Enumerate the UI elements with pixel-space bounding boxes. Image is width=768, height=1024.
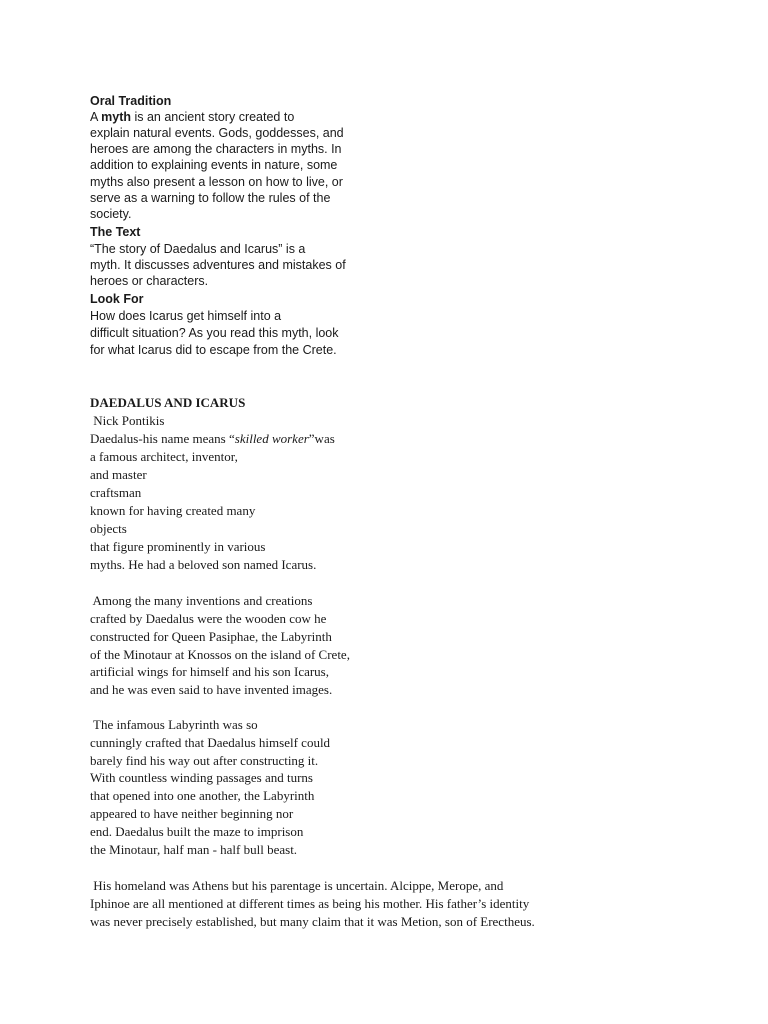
paragraph-line: of the Minotaur at Knossos on the island of Crete, (90, 647, 350, 662)
paragraph-line: that opened into one another, the Labyrinth (90, 788, 315, 803)
oral-tradition-line: addition to explaining events in nature, some (90, 158, 338, 172)
paragraph-line: His homeland was Athens but his parentage is uncertain. Alcippe, Merope, and (90, 878, 504, 893)
story-title: DAEDALUS AND ICARUS (90, 395, 246, 410)
look-for-line: for what Icarus did to escape from the Crete. (90, 343, 337, 357)
paragraph-line: was never precisely established, but many claim that it was Metion, son of Erectheus. (90, 914, 535, 929)
paragraph-line: cunningly crafted that Daedalus himself could (90, 735, 331, 750)
paragraph-line: craftsman (90, 485, 142, 500)
oral-tradition-line: myths also present a lesson on how to live, or (90, 175, 343, 189)
look-for-heading: Look For (90, 292, 144, 306)
story-intro-line: Daedalus-his name means “skilled worker”was (90, 431, 335, 446)
paragraph-line: that figure prominently in various (90, 539, 266, 554)
oral-tradition-line: explain natural events. Gods, goddesses, and (90, 126, 344, 140)
paragraph-line: objects (90, 521, 127, 536)
myth-term: myth (101, 110, 131, 124)
myth-definition-line: A myth is an ancient story created to (90, 110, 295, 124)
story-author: Nick Pontikis (90, 413, 165, 428)
oral-tradition-heading: Oral Tradition (90, 94, 172, 108)
paragraph-line: artificial wings for himself and his son Icarus, (90, 664, 329, 679)
the-text-line: myth. It discusses adventures and mistakes of (90, 258, 346, 272)
the-text-line: heroes or characters. (90, 274, 209, 288)
paragraph-line: Iphinoe are all mentioned at different times as being his mother. His father’s identity (90, 896, 530, 911)
look-for-line: How does Icarus get himself into a (90, 309, 282, 323)
paragraph-line: the Minotaur, half man - half bull beast. (90, 842, 298, 857)
paragraph-line: a famous architect, inventor, (90, 449, 238, 464)
paragraph-line: barely find his way out after constructing it. (90, 753, 319, 768)
look-for-line: difficult situation? As you read this myth, look (90, 326, 339, 340)
paragraph-line: and he was even said to have invented images. (90, 682, 333, 697)
oral-tradition-line: society. (90, 207, 132, 221)
paragraph-line: constructed for Queen Pasiphae, the Labyrinth (90, 629, 332, 644)
paragraph-line: myths. He had a beloved son named Icarus. (90, 557, 317, 572)
paragraph-line: With countless winding passages and turns (90, 770, 313, 785)
paragraph-line: crafted by Daedalus were the wooden cow he (90, 611, 327, 626)
paragraph-line: known for having created many (90, 503, 256, 518)
paragraph-line: The infamous Labyrinth was so (90, 717, 258, 732)
the-text-line: “The story of Daedalus and Icarus” is a (90, 242, 306, 256)
paragraph-line: and master (90, 467, 147, 482)
paragraph-line: end. Daedalus built the maze to imprison (90, 824, 304, 839)
the-text-heading: The Text (90, 225, 141, 239)
oral-tradition-line: heroes are among the characters in myths. In (90, 142, 342, 156)
skilled-worker-emphasis: skilled worker (234, 431, 309, 446)
oral-tradition-line: serve as a warning to follow the rules of the (90, 191, 331, 205)
paragraph-line: Among the many inventions and creations (90, 593, 313, 608)
paragraph-line: appeared to have neither beginning nor (90, 806, 294, 821)
